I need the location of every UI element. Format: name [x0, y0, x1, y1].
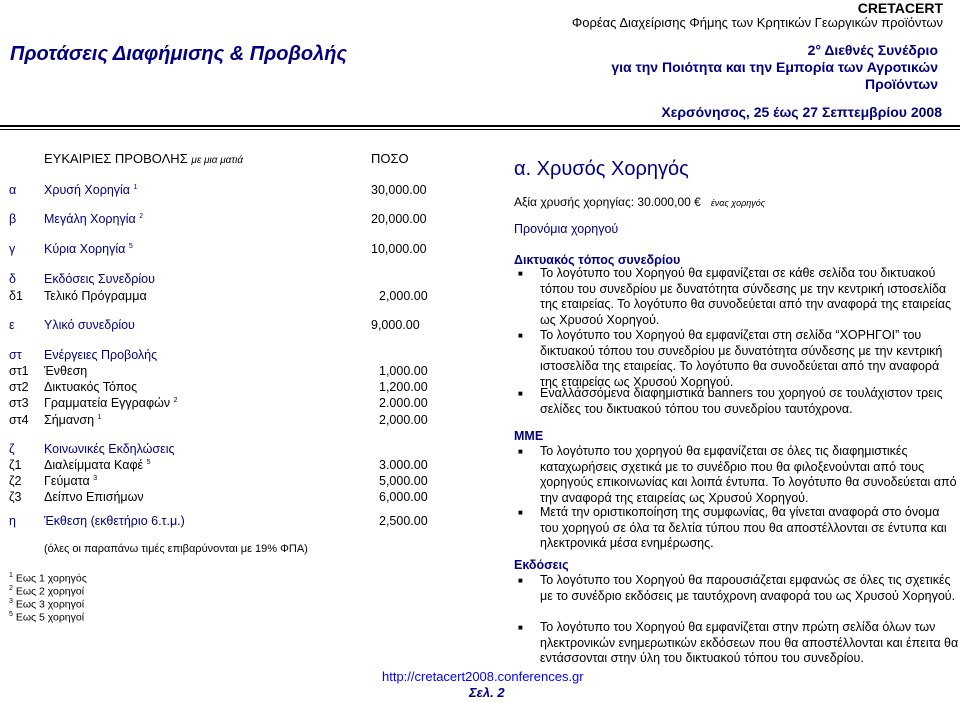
- vat-note: (όλες οι παραπάνω τιμές επιβαρύνονται με 19% ΦΠΑ): [44, 543, 308, 555]
- row-label-text: Δείπνο Επισήμων: [44, 490, 144, 504]
- row-label-text: Διαλείμματα Καφέ: [44, 458, 144, 472]
- bullet-text: Το λογότυπο του Χορηγού θα εμφανίζεται στην πρώτη σελίδα όλων των ηλεκτρονικών ενημερωτικών εκδόσεων που θα αποστέλλονται και έπειτα θα εντάσσονται στην ύλη του δικτυακού τόπου του συνεδρίου.: [540, 620, 959, 666]
- row-amount: 1,000.00: [379, 364, 428, 378]
- row-label: [44, 413, 101, 427]
- bullet-text: Το λογότυπο του χορηγού θα εμφανίζεται σε όλες τις διαφημιστικές καταχωρήσεις σχετικά με το συνέδριο που θα φιλοξενούνται από τους χορηγούς επικοινωνίας και λοιπά έντυπα. Το λογότυπο θα συνοδεύεται από την αναφορά της εταιρείας ως Χρυσού Χορηγού.: [540, 444, 957, 505]
- row-label-text: Γεύματα: [44, 474, 90, 488]
- row-label-text: Ένθεση: [44, 364, 88, 378]
- row-label-text: Σήμανση: [44, 413, 95, 427]
- row-label: [44, 474, 97, 488]
- row-label: [44, 289, 147, 303]
- conference-title: [611, 42, 938, 93]
- conference-title-line3: Προϊόντων: [864, 76, 938, 92]
- publications-heading: Εκδόσεις: [514, 558, 569, 572]
- table-heading: [44, 151, 243, 166]
- row-label: [44, 442, 175, 456]
- row-code: δ1: [9, 289, 23, 303]
- row-amount: 2,000.00: [379, 289, 428, 303]
- row-code: στ1: [9, 364, 29, 378]
- row-label-text: Κοινωνικές Εκδηλώσεις: [44, 442, 175, 456]
- sponsorship-value: [514, 195, 765, 209]
- header-divider: [0, 125, 960, 127]
- row-code: ζ3: [9, 490, 22, 504]
- square-bullet-icon: ■: [518, 447, 523, 456]
- row-label: [44, 458, 151, 472]
- footer-url-link[interactable]: http://cretacert2008.conferences.gr: [382, 669, 584, 684]
- row-code: ζ2: [9, 474, 22, 488]
- row-label: [44, 318, 135, 332]
- bullet-text: Το λογότυπο του Χορηγού θα παρουσιάζεται εμφανώς σε όλες τις σχετικές με το συνέδριο εκδόσεις με ταυτόχρονη αναφορά του ως Χρυσού Χορηγού.: [540, 573, 956, 603]
- row-code: β: [9, 212, 17, 226]
- footnote-marker: 3: [9, 598, 13, 605]
- footnote: [9, 585, 84, 598]
- section-title: α. Χρυσός Χορηγός: [514, 158, 689, 180]
- org-name: CRETACERT: [857, 0, 943, 16]
- bullet-text: Μετά την οριστικοποίηση της συμφωνίας, θα γίνεται αναφορά στο όνομα του χορηγού σε όλα τα δελτία τύπου που θα αποστέλλονται σε έντυπα και ηλεκτρονικά μέσα ενημέρωσης.: [540, 505, 947, 551]
- row-footnote-marker: 5: [146, 458, 151, 466]
- row-amount: 3.000.00: [379, 458, 428, 472]
- row-label-text: Τελικό Πρόγραμμα: [44, 289, 147, 303]
- row-label-text: Κύρια Χορηγία: [44, 242, 126, 256]
- footnote: [9, 598, 84, 611]
- bullet-text: Εναλλάσσόμενα διαφημιστικά banners του χορηγού σε τουλάχιστον τρεις σελίδες του δικτυακού τόπου του συνεδρίου ταυτόχρονα.: [540, 386, 943, 416]
- row-footnote-marker: 1: [133, 183, 138, 191]
- media-heading: ΜΜΕ: [514, 429, 544, 443]
- row-label-text: Έκθεση (εκθετήριο 6.τ.μ.): [44, 514, 185, 528]
- row-label: [44, 514, 185, 528]
- row-code: στ4: [9, 413, 29, 427]
- row-label: [44, 380, 137, 394]
- row-label-text: Δικτυακός Τόπος: [44, 380, 138, 394]
- conference-title-line1: 2° Διεθνές Συνέδριο: [807, 42, 938, 58]
- row-label: [44, 272, 155, 286]
- page-number: Σελ. 2: [469, 685, 505, 700]
- row-label: [44, 348, 157, 362]
- footnote-marker: 1: [9, 572, 13, 579]
- row-label-text: Ενέργειες Προβολής: [44, 348, 158, 362]
- row-label-text: Εκδόσεις Συνεδρίου: [44, 272, 155, 286]
- row-code: η: [9, 514, 16, 528]
- footnote-text: Εως 2 χορηγοί: [15, 585, 85, 598]
- org-full-name: Φορέας Διαχείρισης Φήμης των Κρητικών Γεωργικών προϊόντων: [571, 15, 943, 30]
- row-amount: 2,500.00: [379, 514, 428, 528]
- square-bullet-icon: ■: [518, 269, 523, 278]
- footnote: [9, 572, 87, 585]
- row-code: γ: [9, 242, 16, 256]
- row-code: ζ: [9, 442, 15, 456]
- row-label-text: Χρυσή Χορηγία: [44, 183, 131, 197]
- square-bullet-icon: ■: [518, 331, 523, 340]
- row-amount: 1,200.00: [379, 380, 428, 394]
- amount-heading: ΠΟΣΟ: [371, 151, 409, 166]
- row-amount: 9,000.00: [371, 318, 420, 332]
- row-amount: 2.000.00: [379, 396, 428, 410]
- row-label: [44, 242, 133, 256]
- bullet-text: Το λογότυπο του Χορηγού θα εμφανίζεται στη σελίδα “ΧΟΡΗΓΟΙ” του δικτυακού τόπου του συνεδρίου με δυνατότητα σύνδεσης με την κεντρική ιστοσελίδα της εταιρείας. Το λογότυπο θα συνοδεύεται από την αναφορά της εταιρείας ως Χρυσού Χορηγού.: [540, 328, 943, 389]
- row-code: ζ1: [9, 458, 22, 472]
- row-label: [44, 396, 178, 410]
- row-label-text: Υλικό συνεδρίου: [44, 318, 135, 332]
- row-code: δ: [9, 272, 16, 286]
- row-code: α: [9, 183, 17, 197]
- row-label: [44, 364, 87, 378]
- row-code: στ3: [9, 396, 29, 410]
- footnote-text: Εως 3 χορηγοί: [15, 598, 85, 611]
- row-footnote-marker: 1: [97, 413, 102, 421]
- row-footnote-marker: 5: [128, 242, 133, 250]
- conference-title-line2: για την Ποιότητα και την Εμπορία των Αγροτικών: [611, 59, 938, 75]
- row-code: στ: [9, 348, 22, 362]
- row-label: [44, 490, 144, 504]
- square-bullet-icon: ■: [518, 389, 523, 398]
- table-heading-text: ΕΥΚΑΙΡΙΕΣ ΠΡΟΒΟΛΗΣ: [44, 151, 188, 166]
- bullet-text: Το λογότυπο του Χορηγού θα εμφανίζεται σε κάθε σελίδα του δικτυακού τόπου του συνεδρίου με δυνατότητα σύνδεσης με την κεντρική ιστοσελίδα της εταιρείας. Το λογότυπο θα συνοδεύεται από την αναφορά της εταιρείας ως Χρυσού Χορηγού.: [540, 266, 951, 327]
- row-amount: 2,000.00: [379, 413, 428, 427]
- row-amount: 10,000.00: [371, 242, 427, 256]
- row-label: [44, 212, 143, 226]
- row-code: ε: [9, 318, 15, 332]
- row-amount: 20,000.00: [371, 212, 427, 226]
- value-label: Αξία χρυσής χορηγίας: 30.000,00: [514, 195, 691, 209]
- value-note: ένας χορηγός: [710, 198, 766, 208]
- row-footnote-marker: 2: [173, 396, 178, 404]
- website-heading: Δικτυακός τόπος συνεδρίου: [514, 253, 681, 267]
- conference-date: Χερσόνησος, 25 έως 27 Σεπτεμβρίου 2008: [661, 104, 942, 120]
- row-label: [44, 183, 137, 197]
- footnote-marker: 2: [9, 585, 13, 592]
- square-bullet-icon: ■: [518, 623, 523, 632]
- row-amount: 5,000.00: [379, 474, 428, 488]
- footnote-text: Εως 5 χορηγοί: [15, 611, 85, 624]
- row-label-text: Γραμματεία Εγγραφών: [44, 396, 171, 410]
- header-divider-thin: [0, 129, 960, 130]
- row-amount: 6,000.00: [379, 490, 428, 504]
- euro-icon: €: [694, 195, 701, 209]
- page-title: Προτάσεις Διαφήμισης & Προβολής: [10, 43, 348, 65]
- privileges-heading: Προνόμια χορηγού: [514, 222, 619, 236]
- square-bullet-icon: ■: [518, 508, 523, 517]
- row-amount: 30,000.00: [371, 183, 427, 197]
- square-bullet-icon: ■: [518, 576, 523, 585]
- table-heading-note: με μια ματιά: [191, 155, 244, 166]
- footnote-marker: 5: [9, 611, 13, 618]
- footnote: [9, 611, 84, 624]
- row-footnote-marker: 2: [139, 212, 144, 220]
- row-code: στ2: [9, 380, 29, 394]
- footnote-text: Εως 1 χορηγός: [15, 572, 87, 585]
- row-footnote-marker: 3: [93, 474, 98, 482]
- row-label-text: Μεγάλη Χορηγία: [44, 212, 136, 226]
